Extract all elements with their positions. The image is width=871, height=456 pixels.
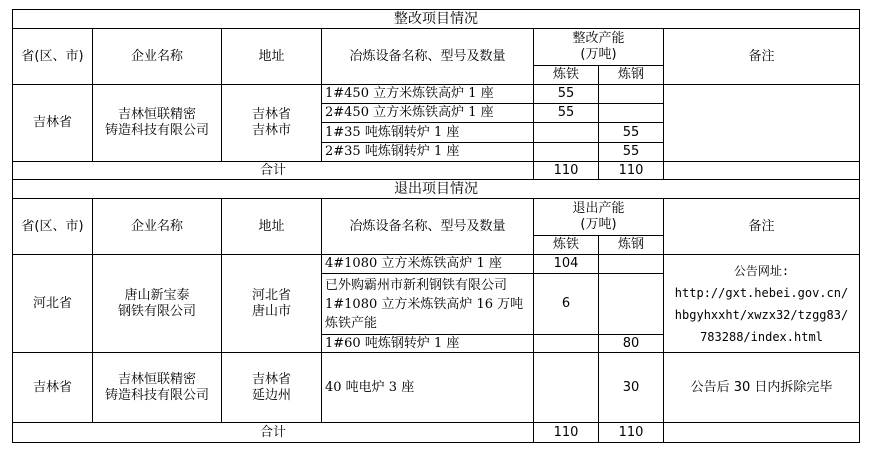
header-province: 省(区、市)	[12, 29, 93, 85]
steel-cell: 30	[599, 353, 664, 423]
total-steel: 110	[599, 162, 664, 180]
iron-cell: 55	[534, 85, 599, 104]
iron-cell	[534, 143, 599, 162]
total-steel: 110	[599, 423, 664, 443]
rectification-section-title: 整改项目情况	[12, 9, 860, 29]
address-cell: 吉林省 延边州	[222, 353, 322, 423]
address-cell: 吉林省 吉林市	[222, 85, 322, 162]
equipment-cell: 1#35 吨炼钢转炉 1 座	[322, 123, 534, 143]
iron-cell	[534, 353, 599, 423]
header-remark: 备注	[664, 29, 860, 85]
steel-cell	[599, 255, 664, 274]
total-iron: 110	[534, 423, 599, 443]
iron-cell: 55	[534, 104, 599, 123]
header-iron: 炼铁	[534, 66, 599, 85]
steel-cell: 55	[599, 143, 664, 162]
company-cell: 唐山新宝泰 钢铁有限公司	[93, 255, 222, 353]
remark-cell	[664, 85, 860, 162]
steel-cell	[599, 274, 664, 335]
equipment-cell: 1#450 立方米炼铁高炉 1 座	[322, 85, 534, 104]
total-label: 合计	[12, 423, 534, 443]
iron-cell	[534, 335, 599, 353]
header-capacity: 整改产能 (万吨)	[534, 29, 664, 66]
header-address: 地址	[222, 199, 322, 255]
company-cell: 吉林恒联精密 铸造科技有限公司	[93, 353, 222, 423]
equipment-cell: 2#450 立方米炼铁高炉 1 座	[322, 104, 534, 123]
header-iron: 炼铁	[534, 236, 599, 255]
company-cell: 吉林恒联精密 铸造科技有限公司	[93, 85, 222, 162]
province-cell: 吉林省	[12, 353, 93, 423]
steel-cell: 55	[599, 123, 664, 143]
header-company: 企业名称	[93, 199, 222, 255]
total-remark	[664, 162, 860, 180]
equipment-cell: 1#60 吨炼钢转炉 1 座	[322, 335, 534, 353]
steel-cell	[599, 104, 664, 123]
header-company: 企业名称	[93, 29, 222, 85]
equipment-cell: 2#35 吨炼钢转炉 1 座	[322, 143, 534, 162]
header-remark: 备注	[664, 199, 860, 255]
iron-cell: 6	[534, 274, 599, 335]
equipment-cell: 4#1080 立方米炼铁高炉 1 座	[322, 255, 534, 274]
exit-section-title: 退出项目情况	[12, 180, 860, 199]
equipment-cell: 40 吨电炉 3 座	[322, 353, 534, 423]
header-province: 省(区、市)	[12, 199, 93, 255]
remark-announcement-url: 公告网址: http://gxt.hebei.gov.cn/ hbgyhxxht/xwzx32/tzgg83/ 783288/index.html	[664, 255, 860, 353]
remark-cell: 公告后 30 日内拆除完毕	[664, 353, 860, 423]
iron-cell: 104	[534, 255, 599, 274]
header-equipment: 冶炼设备名称、型号及数量	[322, 29, 534, 85]
total-iron: 110	[534, 162, 599, 180]
header-address: 地址	[222, 29, 322, 85]
header-steel: 炼钢	[599, 236, 664, 255]
header-steel: 炼钢	[599, 66, 664, 85]
total-label: 合计	[12, 162, 534, 180]
steel-cell: 80	[599, 335, 664, 353]
province-cell: 吉林省	[12, 85, 93, 162]
total-remark	[664, 423, 860, 443]
iron-cell	[534, 123, 599, 143]
province-cell: 河北省	[12, 255, 93, 353]
equipment-cell: 已外购霸州市新利钢铁有限公司 1#1080 立方米炼铁高炉 16 万吨炼铁产能	[322, 274, 534, 335]
address-cell: 河北省 唐山市	[222, 255, 322, 353]
header-capacity: 退出产能 (万吨)	[534, 199, 664, 236]
header-equipment: 冶炼设备名称、型号及数量	[322, 199, 534, 255]
steel-cell	[599, 85, 664, 104]
